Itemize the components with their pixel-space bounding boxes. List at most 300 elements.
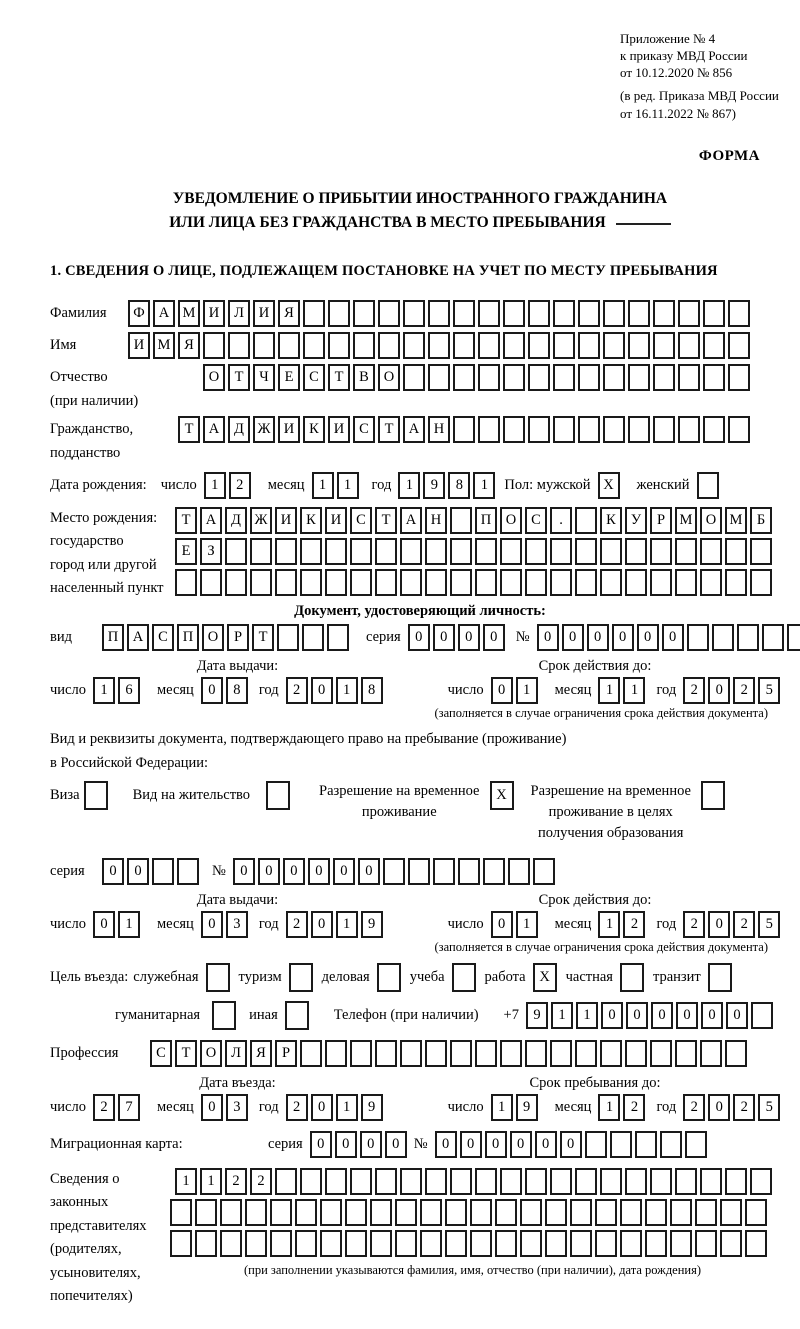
char-cell[interactable]: 0	[201, 1094, 223, 1121]
char-cell[interactable]: 0	[311, 911, 333, 938]
char-cell[interactable]: Т	[328, 364, 350, 391]
char-cell[interactable]	[620, 1230, 642, 1257]
char-cell[interactable]	[295, 1199, 317, 1226]
char-cell[interactable]: 0	[333, 858, 355, 885]
char-cell[interactable]	[650, 569, 672, 596]
char-cell[interactable]	[700, 1168, 722, 1195]
char-cell[interactable]	[678, 332, 700, 359]
char-cell[interactable]	[750, 538, 772, 565]
char-cell[interactable]: 0	[560, 1131, 582, 1158]
char-cell[interactable]: К	[600, 507, 622, 534]
char-cell[interactable]: Т	[175, 1040, 197, 1067]
char-cell[interactable]	[600, 569, 622, 596]
char-cell[interactable]	[728, 332, 750, 359]
char-cell[interactable]	[725, 1168, 747, 1195]
char-cell[interactable]: Я	[178, 332, 200, 359]
char-cell[interactable]	[300, 538, 322, 565]
char-cell[interactable]	[483, 858, 505, 885]
char-cell[interactable]: Т	[378, 416, 400, 443]
char-cell[interactable]	[428, 300, 450, 327]
char-cell[interactable]	[325, 1040, 347, 1067]
char-cell[interactable]	[225, 569, 247, 596]
char-cell[interactable]	[525, 1168, 547, 1195]
char-cell[interactable]: И	[278, 416, 300, 443]
char-cell[interactable]	[266, 781, 290, 810]
char-cell[interactable]: 1	[336, 1094, 358, 1121]
char-cell[interactable]: 1	[312, 472, 334, 499]
char-cell[interactable]	[206, 963, 230, 992]
char-cell[interactable]: 0	[311, 1094, 333, 1121]
char-cell[interactable]	[425, 569, 447, 596]
char-cell[interactable]: Т	[175, 507, 197, 534]
char-cell[interactable]	[503, 300, 525, 327]
char-cell[interactable]	[428, 364, 450, 391]
char-cell[interactable]	[600, 1168, 622, 1195]
char-cell[interactable]	[625, 538, 647, 565]
char-cell[interactable]: 0	[485, 1131, 507, 1158]
char-cell[interactable]	[553, 300, 575, 327]
char-cell[interactable]: 2	[733, 1094, 755, 1121]
char-cell[interactable]	[720, 1199, 742, 1226]
char-cell[interactable]	[703, 332, 725, 359]
char-cell[interactable]: .	[550, 507, 572, 534]
char-cell[interactable]	[453, 332, 475, 359]
char-cell[interactable]: И	[325, 507, 347, 534]
char-cell[interactable]	[653, 364, 675, 391]
char-cell[interactable]: М	[725, 507, 747, 534]
char-cell[interactable]	[325, 569, 347, 596]
char-cell[interactable]: 1	[398, 472, 420, 499]
char-cell[interactable]	[395, 1199, 417, 1226]
char-cell[interactable]	[600, 1040, 622, 1067]
char-cell[interactable]: 1	[118, 911, 140, 938]
char-cell[interactable]	[175, 569, 197, 596]
char-cell[interactable]	[520, 1199, 542, 1226]
char-cell[interactable]	[453, 416, 475, 443]
char-cell[interactable]	[585, 1131, 607, 1158]
char-cell[interactable]	[325, 1168, 347, 1195]
char-cell[interactable]: 0	[537, 624, 559, 651]
char-cell[interactable]	[700, 569, 722, 596]
char-cell[interactable]: 0	[435, 1131, 457, 1158]
char-cell[interactable]	[550, 1040, 572, 1067]
char-cell[interactable]: Ф	[128, 300, 150, 327]
char-cell[interactable]: 1	[337, 472, 359, 499]
char-cell[interactable]	[170, 1230, 192, 1257]
char-cell[interactable]: О	[203, 364, 225, 391]
char-cell[interactable]: М	[178, 300, 200, 327]
char-cell[interactable]: 0	[311, 677, 333, 704]
char-cell[interactable]: Л	[228, 300, 250, 327]
char-cell[interactable]	[728, 300, 750, 327]
char-cell[interactable]	[503, 416, 525, 443]
char-cell[interactable]	[653, 416, 675, 443]
char-cell[interactable]	[400, 1040, 422, 1067]
char-cell[interactable]: 0	[258, 858, 280, 885]
char-cell[interactable]	[450, 1168, 472, 1195]
char-cell[interactable]	[425, 1168, 447, 1195]
char-cell[interactable]: 1	[516, 911, 538, 938]
char-cell[interactable]: О	[378, 364, 400, 391]
char-cell[interactable]: X	[598, 472, 620, 499]
char-cell[interactable]	[350, 569, 372, 596]
char-cell[interactable]	[289, 963, 313, 992]
char-cell[interactable]	[595, 1230, 617, 1257]
char-cell[interactable]	[377, 963, 401, 992]
char-cell[interactable]	[275, 538, 297, 565]
char-cell[interactable]	[603, 416, 625, 443]
char-cell[interactable]	[275, 569, 297, 596]
char-cell[interactable]	[400, 538, 422, 565]
char-cell[interactable]	[270, 1230, 292, 1257]
char-cell[interactable]: И	[275, 507, 297, 534]
char-cell[interactable]	[475, 538, 497, 565]
char-cell[interactable]: 0	[587, 624, 609, 651]
char-cell[interactable]	[508, 858, 530, 885]
char-cell[interactable]	[495, 1230, 517, 1257]
char-cell[interactable]	[745, 1199, 767, 1226]
char-cell[interactable]	[475, 1040, 497, 1067]
char-cell[interactable]: И	[203, 300, 225, 327]
char-cell[interactable]	[375, 1040, 397, 1067]
char-cell[interactable]: 0	[701, 1002, 723, 1029]
char-cell[interactable]: 0	[360, 1131, 382, 1158]
char-cell[interactable]: 0	[460, 1131, 482, 1158]
char-cell[interactable]	[277, 624, 299, 651]
char-cell[interactable]	[458, 858, 480, 885]
char-cell[interactable]	[408, 858, 430, 885]
char-cell[interactable]: 0	[612, 624, 634, 651]
char-cell[interactable]: 8	[361, 677, 383, 704]
char-cell[interactable]: 0	[708, 677, 730, 704]
char-cell[interactable]: В	[353, 364, 375, 391]
char-cell[interactable]	[703, 300, 725, 327]
char-cell[interactable]: X	[490, 781, 514, 810]
char-cell[interactable]	[675, 538, 697, 565]
char-cell[interactable]	[250, 569, 272, 596]
char-cell[interactable]: 2	[250, 1168, 272, 1195]
char-cell[interactable]: С	[152, 624, 174, 651]
char-cell[interactable]	[253, 332, 275, 359]
char-cell[interactable]: 6	[118, 677, 140, 704]
char-cell[interactable]	[303, 300, 325, 327]
char-cell[interactable]	[425, 1040, 447, 1067]
char-cell[interactable]: 1	[93, 677, 115, 704]
char-cell[interactable]: 5	[758, 911, 780, 938]
char-cell[interactable]	[228, 332, 250, 359]
char-cell[interactable]	[328, 300, 350, 327]
char-cell[interactable]: 0	[358, 858, 380, 885]
char-cell[interactable]	[578, 332, 600, 359]
char-cell[interactable]	[570, 1230, 592, 1257]
char-cell[interactable]	[370, 1199, 392, 1226]
char-cell[interactable]: А	[127, 624, 149, 651]
char-cell[interactable]: 7	[118, 1094, 140, 1121]
char-cell[interactable]	[725, 1040, 747, 1067]
char-cell[interactable]	[500, 569, 522, 596]
char-cell[interactable]: 2	[623, 911, 645, 938]
char-cell[interactable]	[478, 416, 500, 443]
char-cell[interactable]: 0	[310, 1131, 332, 1158]
char-cell[interactable]: П	[177, 624, 199, 651]
char-cell[interactable]	[603, 300, 625, 327]
char-cell[interactable]: Ч	[253, 364, 275, 391]
char-cell[interactable]	[400, 1168, 422, 1195]
char-cell[interactable]: 0	[491, 677, 513, 704]
char-cell[interactable]	[675, 569, 697, 596]
char-cell[interactable]	[303, 332, 325, 359]
char-cell[interactable]	[503, 364, 525, 391]
char-cell[interactable]: 0	[433, 624, 455, 651]
char-cell[interactable]	[170, 1199, 192, 1226]
char-cell[interactable]: 0	[491, 911, 513, 938]
char-cell[interactable]	[453, 300, 475, 327]
char-cell[interactable]: С	[353, 416, 375, 443]
char-cell[interactable]	[628, 364, 650, 391]
char-cell[interactable]: 2	[286, 677, 308, 704]
char-cell[interactable]: 0	[127, 858, 149, 885]
char-cell[interactable]	[220, 1199, 242, 1226]
char-cell[interactable]	[375, 538, 397, 565]
char-cell[interactable]	[453, 364, 475, 391]
char-cell[interactable]	[345, 1230, 367, 1257]
char-cell[interactable]: Я	[278, 300, 300, 327]
char-cell[interactable]: 0	[233, 858, 255, 885]
char-cell[interactable]	[478, 300, 500, 327]
char-cell[interactable]	[728, 416, 750, 443]
char-cell[interactable]: 1	[336, 911, 358, 938]
char-cell[interactable]: 0	[308, 858, 330, 885]
char-cell[interactable]	[275, 1168, 297, 1195]
char-cell[interactable]	[625, 569, 647, 596]
char-cell[interactable]: 0	[676, 1002, 698, 1029]
char-cell[interactable]	[370, 1230, 392, 1257]
char-cell[interactable]	[528, 364, 550, 391]
char-cell[interactable]	[495, 1199, 517, 1226]
char-cell[interactable]	[575, 1168, 597, 1195]
char-cell[interactable]	[500, 538, 522, 565]
char-cell[interactable]	[620, 963, 644, 992]
char-cell[interactable]: 0	[283, 858, 305, 885]
char-cell[interactable]: 2	[225, 1168, 247, 1195]
char-cell[interactable]	[751, 1002, 773, 1029]
char-cell[interactable]: Д	[225, 507, 247, 534]
char-cell[interactable]	[525, 538, 547, 565]
char-cell[interactable]: М	[153, 332, 175, 359]
char-cell[interactable]	[327, 624, 349, 651]
char-cell[interactable]	[320, 1199, 342, 1226]
char-cell[interactable]: О	[500, 507, 522, 534]
char-cell[interactable]: 9	[361, 911, 383, 938]
char-cell[interactable]	[295, 1230, 317, 1257]
char-cell[interactable]: 2	[93, 1094, 115, 1121]
char-cell[interactable]: Р	[275, 1040, 297, 1067]
char-cell[interactable]	[578, 416, 600, 443]
char-cell[interactable]: 2	[683, 677, 705, 704]
char-cell[interactable]	[650, 1040, 672, 1067]
char-cell[interactable]	[787, 624, 800, 651]
char-cell[interactable]: И	[253, 300, 275, 327]
char-cell[interactable]	[620, 1199, 642, 1226]
char-cell[interactable]: 3	[226, 911, 248, 938]
char-cell[interactable]	[670, 1199, 692, 1226]
char-cell[interactable]: 0	[708, 911, 730, 938]
char-cell[interactable]: 0	[458, 624, 480, 651]
char-cell[interactable]: 2	[683, 911, 705, 938]
char-cell[interactable]: А	[203, 416, 225, 443]
char-cell[interactable]	[278, 332, 300, 359]
char-cell[interactable]: И	[128, 332, 150, 359]
char-cell[interactable]: С	[350, 507, 372, 534]
char-cell[interactable]	[660, 1131, 682, 1158]
char-cell[interactable]: Ж	[250, 507, 272, 534]
char-cell[interactable]: С	[525, 507, 547, 534]
char-cell[interactable]: 2	[286, 1094, 308, 1121]
char-cell[interactable]	[600, 538, 622, 565]
char-cell[interactable]: 5	[758, 1094, 780, 1121]
char-cell[interactable]	[695, 1230, 717, 1257]
char-cell[interactable]: 2	[733, 911, 755, 938]
char-cell[interactable]: Т	[252, 624, 274, 651]
char-cell[interactable]: Б	[750, 507, 772, 534]
char-cell[interactable]	[603, 332, 625, 359]
char-cell[interactable]	[470, 1199, 492, 1226]
char-cell[interactable]: 0	[601, 1002, 623, 1029]
char-cell[interactable]: Н	[428, 416, 450, 443]
char-cell[interactable]	[177, 858, 199, 885]
char-cell[interactable]	[478, 332, 500, 359]
char-cell[interactable]	[737, 624, 759, 651]
char-cell[interactable]	[300, 1168, 322, 1195]
char-cell[interactable]	[553, 416, 575, 443]
char-cell[interactable]: Р	[650, 507, 672, 534]
char-cell[interactable]: О	[202, 624, 224, 651]
char-cell[interactable]	[697, 472, 719, 499]
char-cell[interactable]	[420, 1230, 442, 1257]
char-cell[interactable]: А	[200, 507, 222, 534]
char-cell[interactable]: 0	[562, 624, 584, 651]
char-cell[interactable]: 0	[408, 624, 430, 651]
char-cell[interactable]	[84, 781, 108, 810]
char-cell[interactable]	[678, 300, 700, 327]
char-cell[interactable]	[375, 569, 397, 596]
char-cell[interactable]: 5	[758, 677, 780, 704]
char-cell[interactable]: 0	[535, 1131, 557, 1158]
char-cell[interactable]	[678, 416, 700, 443]
char-cell[interactable]	[395, 1230, 417, 1257]
char-cell[interactable]	[670, 1230, 692, 1257]
char-cell[interactable]	[628, 300, 650, 327]
char-cell[interactable]	[203, 332, 225, 359]
char-cell[interactable]	[350, 538, 372, 565]
char-cell[interactable]: Н	[425, 507, 447, 534]
char-cell[interactable]	[603, 364, 625, 391]
char-cell[interactable]	[383, 858, 405, 885]
char-cell[interactable]	[445, 1230, 467, 1257]
char-cell[interactable]: X	[533, 963, 557, 992]
char-cell[interactable]: 1	[200, 1168, 222, 1195]
char-cell[interactable]: 1	[598, 911, 620, 938]
char-cell[interactable]	[712, 624, 734, 651]
char-cell[interactable]	[528, 332, 550, 359]
char-cell[interactable]: 1	[175, 1168, 197, 1195]
char-cell[interactable]: К	[303, 416, 325, 443]
char-cell[interactable]: 9	[423, 472, 445, 499]
char-cell[interactable]: 1	[204, 472, 226, 499]
char-cell[interactable]: 2	[683, 1094, 705, 1121]
char-cell[interactable]	[650, 538, 672, 565]
char-cell[interactable]: 1	[598, 1094, 620, 1121]
char-cell[interactable]	[450, 507, 472, 534]
char-cell[interactable]	[528, 300, 550, 327]
char-cell[interactable]	[635, 1131, 657, 1158]
char-cell[interactable]	[250, 538, 272, 565]
char-cell[interactable]: Д	[228, 416, 250, 443]
char-cell[interactable]	[595, 1199, 617, 1226]
char-cell[interactable]	[152, 858, 174, 885]
char-cell[interactable]	[300, 1040, 322, 1067]
char-cell[interactable]	[302, 624, 324, 651]
char-cell[interactable]	[403, 332, 425, 359]
char-cell[interactable]	[300, 569, 322, 596]
char-cell[interactable]	[270, 1199, 292, 1226]
char-cell[interactable]: И	[328, 416, 350, 443]
char-cell[interactable]	[345, 1199, 367, 1226]
char-cell[interactable]	[570, 1199, 592, 1226]
char-cell[interactable]: М	[675, 507, 697, 534]
char-cell[interactable]	[745, 1230, 767, 1257]
char-cell[interactable]	[675, 1040, 697, 1067]
char-cell[interactable]	[525, 569, 547, 596]
char-cell[interactable]	[478, 364, 500, 391]
char-cell[interactable]	[285, 1001, 309, 1030]
char-cell[interactable]	[195, 1230, 217, 1257]
char-cell[interactable]	[675, 1168, 697, 1195]
char-cell[interactable]	[245, 1199, 267, 1226]
char-cell[interactable]	[545, 1199, 567, 1226]
char-cell[interactable]: 1	[623, 677, 645, 704]
char-cell[interactable]	[575, 569, 597, 596]
char-cell[interactable]	[628, 416, 650, 443]
char-cell[interactable]: 1	[336, 677, 358, 704]
char-cell[interactable]: 1	[516, 677, 538, 704]
char-cell[interactable]	[701, 781, 725, 810]
char-cell[interactable]	[703, 416, 725, 443]
char-cell[interactable]: А	[153, 300, 175, 327]
char-cell[interactable]	[685, 1131, 707, 1158]
char-cell[interactable]: А	[400, 507, 422, 534]
char-cell[interactable]: П	[475, 507, 497, 534]
char-cell[interactable]	[353, 300, 375, 327]
char-cell[interactable]	[503, 332, 525, 359]
char-cell[interactable]: 2	[623, 1094, 645, 1121]
char-cell[interactable]	[545, 1230, 567, 1257]
char-cell[interactable]	[653, 300, 675, 327]
char-cell[interactable]: 0	[637, 624, 659, 651]
char-cell[interactable]	[350, 1168, 372, 1195]
char-cell[interactable]: 0	[102, 858, 124, 885]
char-cell[interactable]	[575, 538, 597, 565]
char-cell[interactable]: С	[150, 1040, 172, 1067]
char-cell[interactable]	[375, 1168, 397, 1195]
char-cell[interactable]: П	[102, 624, 124, 651]
char-cell[interactable]	[433, 858, 455, 885]
char-cell[interactable]	[350, 1040, 372, 1067]
char-cell[interactable]	[703, 364, 725, 391]
char-cell[interactable]	[195, 1199, 217, 1226]
char-cell[interactable]	[575, 507, 597, 534]
char-cell[interactable]: 0	[201, 911, 223, 938]
